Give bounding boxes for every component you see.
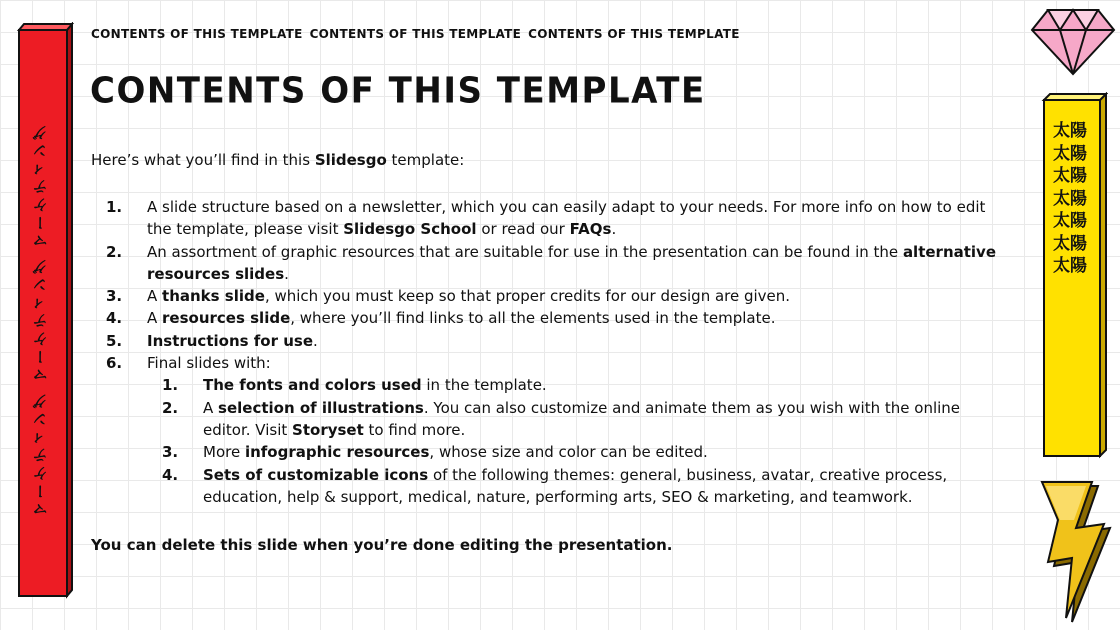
list-text-part: An assortment of graphic resources that are suitable for use in the presentation can be found in the bbox=[147, 242, 903, 261]
ticker-text: CONTENTS OF THIS TEMPLATE bbox=[91, 27, 303, 41]
list-text bbox=[147, 241, 1001, 286]
ticker-text: CONTENTS OF THIS TEMPLATE bbox=[528, 27, 740, 41]
list-bold-part: alternative resources slides bbox=[147, 242, 997, 283]
list-text-part: of the following themes: general, business, avatar, creative process, education, help & support, medical, nature, performing arts, SEO & marketing, and teamwork. bbox=[203, 465, 948, 506]
sub-list-number: 3. bbox=[162, 443, 179, 462]
list-text-part: A slide structure based on a newsletter, which you can easily adapt to your needs. For more info on how to edit the template, please visit bbox=[147, 198, 986, 239]
list-number: 6. bbox=[106, 354, 123, 373]
header-ticker bbox=[91, 26, 891, 42]
list-text-part: A bbox=[203, 398, 219, 417]
list-text bbox=[147, 285, 1001, 307]
list-text-part: . bbox=[611, 220, 617, 239]
list-number: 5. bbox=[106, 331, 123, 350]
list-bold-part: Slidesgo School bbox=[343, 220, 477, 239]
list-text-part: or read our bbox=[476, 220, 570, 239]
list-number: 1. bbox=[106, 198, 123, 216]
intro-before: Here’s what you’ll find in this bbox=[91, 151, 315, 169]
list-bold-part: Storyset bbox=[292, 420, 364, 439]
list-text-part: A bbox=[147, 309, 163, 328]
list-text-part: A bbox=[147, 287, 163, 306]
red-banner-text: マーケティング マーケティング マーケティング bbox=[31, 122, 50, 518]
page-title: CONTENTS OF THIS TEMPLATE bbox=[90, 70, 706, 112]
list-bold-part: infographic resources bbox=[244, 443, 430, 462]
list-text-part: to find more. bbox=[363, 420, 466, 439]
list-text-part: , whose size and color can be edited. bbox=[429, 443, 708, 462]
list-bold-part: selection of illustrations bbox=[218, 398, 424, 417]
sub-list-text bbox=[203, 441, 1001, 463]
sub-list-text bbox=[203, 397, 1001, 442]
list-text-part: , where you’ll find links to all the elements used in the template. bbox=[290, 309, 776, 328]
list-number: 3. bbox=[106, 287, 123, 306]
sub-list-item bbox=[91, 441, 1001, 463]
sub-list-text bbox=[203, 374, 1001, 396]
list-number: 2. bbox=[106, 242, 123, 261]
list-bold-part: The fonts and colors used bbox=[203, 376, 422, 395]
list-text bbox=[147, 307, 1001, 329]
list-bold-part: resources slide bbox=[162, 309, 291, 328]
list-text bbox=[147, 330, 1001, 352]
ticker-text: CONTENTS OF THIS TEMPLATE bbox=[309, 27, 522, 41]
list-bold-part: thanks slide bbox=[162, 287, 265, 306]
sub-list-text bbox=[203, 464, 1001, 509]
sub-list-number: 2. bbox=[162, 398, 179, 417]
list-item bbox=[91, 307, 1001, 329]
list-bold-part: Sets of customizable icons bbox=[203, 465, 429, 484]
list-item bbox=[91, 330, 1001, 352]
list-text-part: . bbox=[313, 331, 318, 350]
contents-list bbox=[91, 196, 1001, 508]
yellow-banner-text: 太陽太陽太陽太陽太陽太陽太陽 bbox=[1053, 121, 1087, 276]
pink-diamond-icon bbox=[1030, 4, 1116, 76]
list-text-part: , which you must keep so that proper credits for our design are given. bbox=[264, 287, 791, 306]
sub-list-number: 1. bbox=[162, 376, 179, 395]
sub-list-item bbox=[91, 397, 1001, 442]
list-text-part: More bbox=[203, 443, 245, 462]
sub-list-item bbox=[91, 374, 1001, 396]
closing-note: You can delete this slide when you’re done editing the presentation. bbox=[91, 536, 673, 554]
list-text-part: . You can also customize and animate them as you wish with the online editor. Visit bbox=[203, 398, 961, 439]
list-text-part: in the template. bbox=[421, 376, 547, 395]
list-item bbox=[91, 196, 1001, 241]
list-text: Final slides with: bbox=[147, 354, 271, 373]
list-item bbox=[91, 352, 1001, 374]
list-text-part: . bbox=[284, 264, 289, 283]
gold-lightning-bolt-icon bbox=[1030, 476, 1116, 624]
list-text bbox=[147, 196, 1001, 241]
list-number: 4. bbox=[106, 309, 123, 328]
intro-brand: Slidesgo bbox=[314, 151, 387, 169]
sub-list-item bbox=[91, 464, 1001, 509]
intro-text bbox=[91, 149, 991, 171]
sub-list-number: 4. bbox=[162, 465, 179, 484]
intro-after: template: bbox=[386, 151, 465, 169]
list-item bbox=[91, 285, 1001, 307]
list-bold-part: FAQs bbox=[569, 220, 612, 239]
list-item bbox=[91, 241, 1001, 286]
list-bold-part: Instructions for use bbox=[147, 331, 314, 350]
